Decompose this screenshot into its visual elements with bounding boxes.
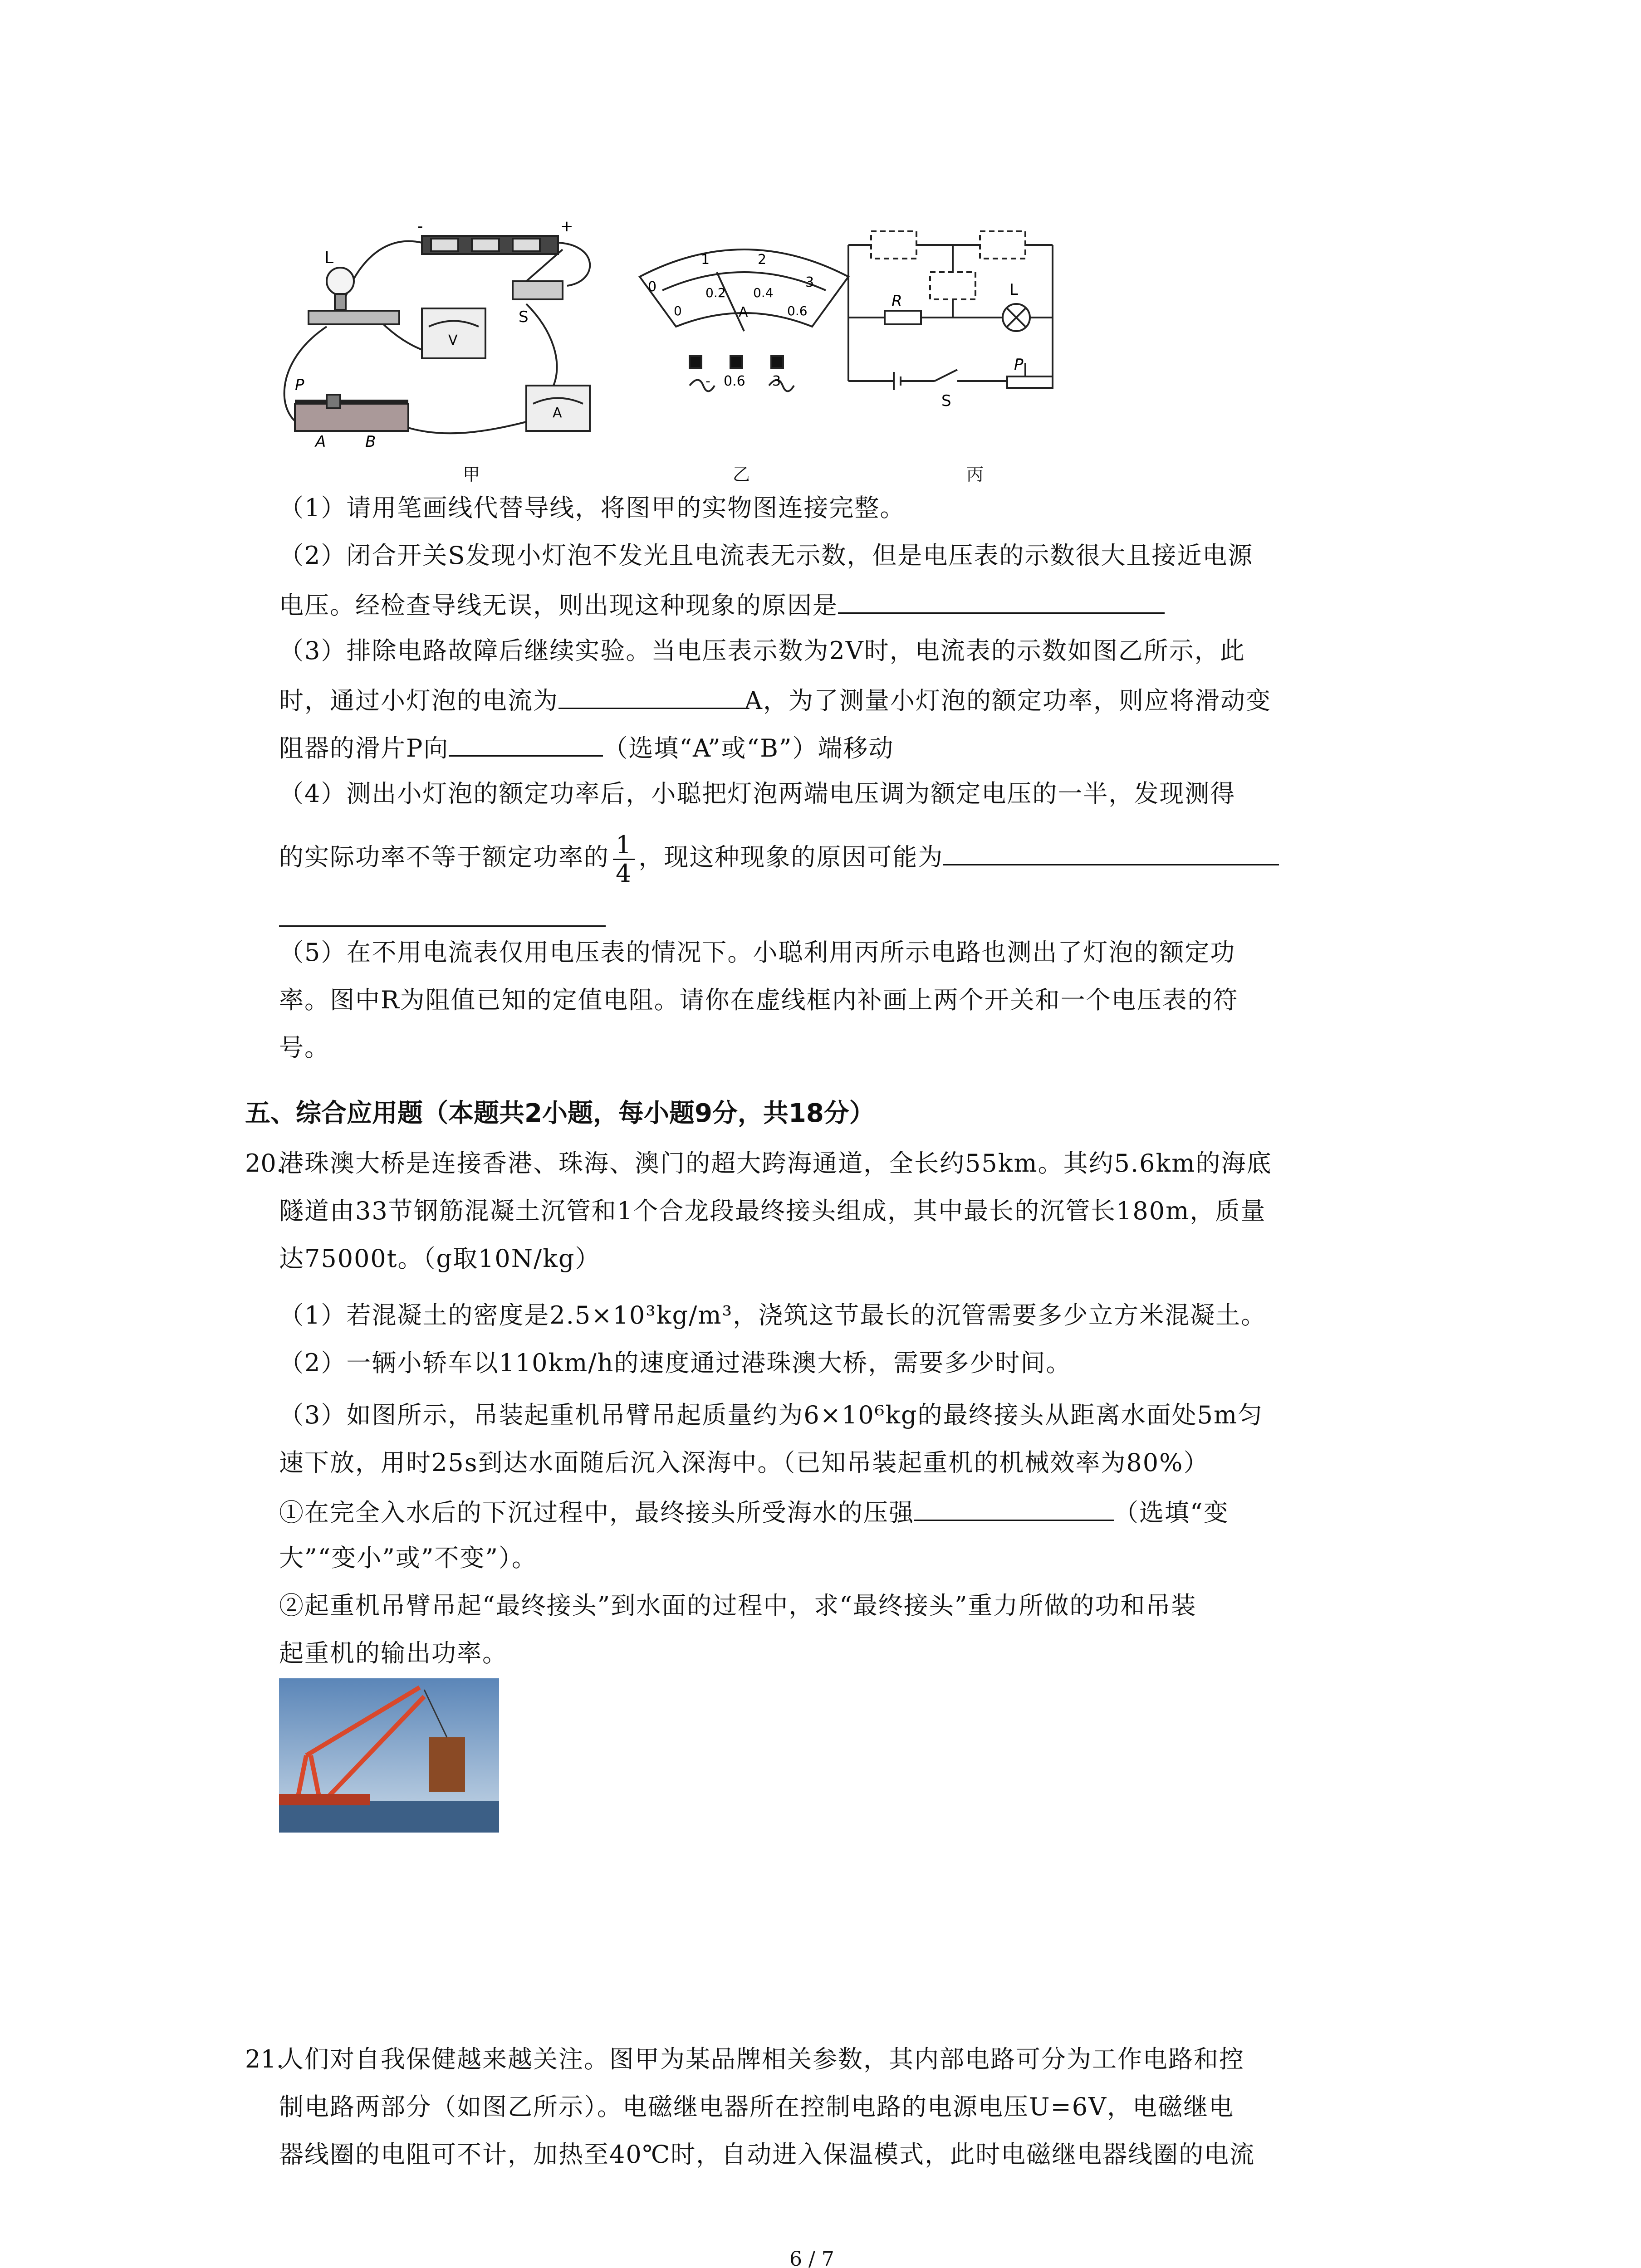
q19-part3-line3 [279,728,894,767]
q20-sub3b-line2: 起重机的输出功率。 [279,1639,508,1667]
ammeter-symbol: A [553,405,562,421]
q19-part2-line2 [279,585,1165,624]
voltmeter-symbol: V [448,332,458,348]
q19-part4-line2-b: ，现这种现象的原因可能为 [638,843,944,871]
resistor-label: R [892,292,902,310]
q20-sub1: （1）若混凝土的密度是2.5×10³kg/m³，浇筑这节最长的沉管需要多少立方米混凝土。 [279,1301,1267,1330]
fraction-denominator: 4 [616,859,632,888]
answer-blank-20-3a[interactable] [914,1492,1114,1521]
ammeter-unit: A [739,304,748,320]
q20-number: 20. [245,1149,284,1178]
figure-bing-schematic [844,222,1062,422]
fraction-numerator: 1 [613,831,635,860]
page-number: 6 / 7 [789,2248,834,2268]
answer-blank-3b[interactable] [449,728,603,757]
q20-sub3a-line1-a: ①在完全入水后的下沉过程中，最终接头所受海水的压强 [279,1498,914,1527]
terminal-06: 0.6 [724,373,745,389]
inner-tick-0: 0 [674,303,682,318]
q19-part5-line3: 号。 [279,1033,330,1062]
answer-blank-2[interactable] [838,585,1165,614]
sea [279,1801,499,1833]
figure-yi-label: 乙 [733,464,750,484]
terminal-minus: - [705,373,710,389]
q20-line1: 港珠澳大桥是连接香港、珠海、澳门的超大跨海通道，全长约55km。其约5.6km的海底 [279,1149,1272,1178]
figure-yi-ammeter [631,236,857,417]
q19-part5-line2: 率。图中R为阻值已知的定值电阻。请你在虚线框内补画上两个开关和一个电压表的符 [279,986,1239,1014]
lamp-label: L [324,249,334,267]
q19-part3-line3-b: （选填“A”或“B”）端移动 [603,734,894,763]
q20-sub3a-line1-b: （选填“变 [1114,1498,1229,1527]
outer-tick-2: 2 [758,252,767,268]
lamp-label-bing: L [1009,281,1018,299]
q20-sub3-line1: （3）如图所示，吊装起重机吊臂吊起质量约为6×10⁶kg的最终接头从距离水面处5m匀 [279,1401,1264,1429]
answer-blank-4a[interactable] [943,837,1279,865]
q19-part3-line3-a: 阻器的滑片P向 [279,734,449,763]
answer-blank-4b[interactable] [279,907,606,927]
battery-minus: - [417,217,423,235]
q20-line2: 隧道由33节钢筋混凝土沉管和1个合龙段最终接头组成，其中最长的沉管长180m，质量 [279,1197,1266,1225]
q19-part3-line1: （3）排除电路故障后继续实验。当电压表示数为2V时，电流表的示数如图乙所示，此 [279,636,1245,665]
outer-tick-3: 3 [805,274,814,290]
q19-part5-line1: （5）在不用电流表仅用电压表的情况下。小聪利用丙所示电路也测出了灯泡的额定功 [279,938,1236,967]
q20-sub3a-line2: 大”“变小”或”不变”）。 [279,1544,538,1572]
q21-number: 21. [245,2045,284,2073]
q19-part4-line2 [279,828,1279,887]
end-a-label: A [315,433,326,451]
terminal-3: 3 [772,373,781,389]
q21-line3: 器线圈的电阻可不计，加热至40℃时，自动进入保温模式，此时电磁继电器线圈的电流 [279,2140,1255,2169]
q20-line3: 达75000t。（g取10N/kg） [279,1244,601,1273]
q19-part2-line2-text: 电压。经检查导线无误，则出现这种现象的原因是 [279,591,838,620]
figure-jia-circuit [272,213,603,458]
caisson [429,1737,465,1792]
crane-photo [279,1678,499,1833]
q19-part2-line1: （2）闭合开关S发现小灯泡不发光且电流表无示数，但是电压表的示数很大且接近电源 [279,541,1254,570]
q21-line2: 制电路两部分（如图乙所示）。电磁继电器所在控制电路的电源电压U=6V，电磁继电 [279,2092,1234,2121]
q19-part4-line1: （4）测出小灯泡的额定功率后，小聪把灯泡两端电压调为额定电压的一半，发现测得 [279,779,1236,808]
q20-sub2: （2）一辆小轿车以110km/h的速度通过港珠澳大桥，需要多少时间。 [279,1349,1072,1377]
answer-blank-3a[interactable] [558,680,745,709]
switch-label: S [519,308,529,326]
q19-part1: （1）请用笔画线代替导线，将图甲的实物图连接完整。 [279,494,906,522]
q20-sub3a-line1 [279,1492,1229,1531]
fraction-one-quarter [613,831,635,887]
section5-title: 五、综合应用题（本题共2小题，每小题9分，共18分） [245,1099,875,1128]
inner-tick-1: 0.2 [705,285,726,300]
q19-part3-line2-b: A，为了测量小灯泡的额定功率，则应将滑动变 [745,686,1271,715]
outer-tick-0: 0 [648,279,657,295]
inner-tick-3: 0.6 [787,303,808,318]
end-b-label: B [365,433,376,451]
figure-bing-label: 丙 [966,464,984,484]
q19-part4-line2-a: 的实际功率不等于额定功率的 [279,843,609,871]
slider-label: P [295,376,304,394]
q20-sub3-line2: 速下放，用时25s到达水面随后沉入深海中。（已知吊装起重机的机械效率为80%） [279,1448,1209,1477]
slider-label-bing: P [1014,356,1024,374]
switch-label-bing: S [941,392,951,410]
q20-sub3b-line1: ②起重机吊臂吊起“最终接头”到水面的过程中，求“最终接头”重力所做的功和吊装 [279,1591,1197,1620]
q19-part3-line2-a: 时，通过小灯泡的电流为 [279,686,558,715]
outer-tick-1: 1 [701,252,710,268]
inner-tick-2: 0.4 [753,285,774,300]
q21-line1: 人们对自我保健越来越关注。图甲为某品牌相关参数，其内部电路可分为工作电路和控 [279,2045,1244,2073]
q19-part3-line2 [279,680,1271,719]
figure-jia-label: 甲 [463,464,480,484]
battery-plus: + [560,217,573,235]
